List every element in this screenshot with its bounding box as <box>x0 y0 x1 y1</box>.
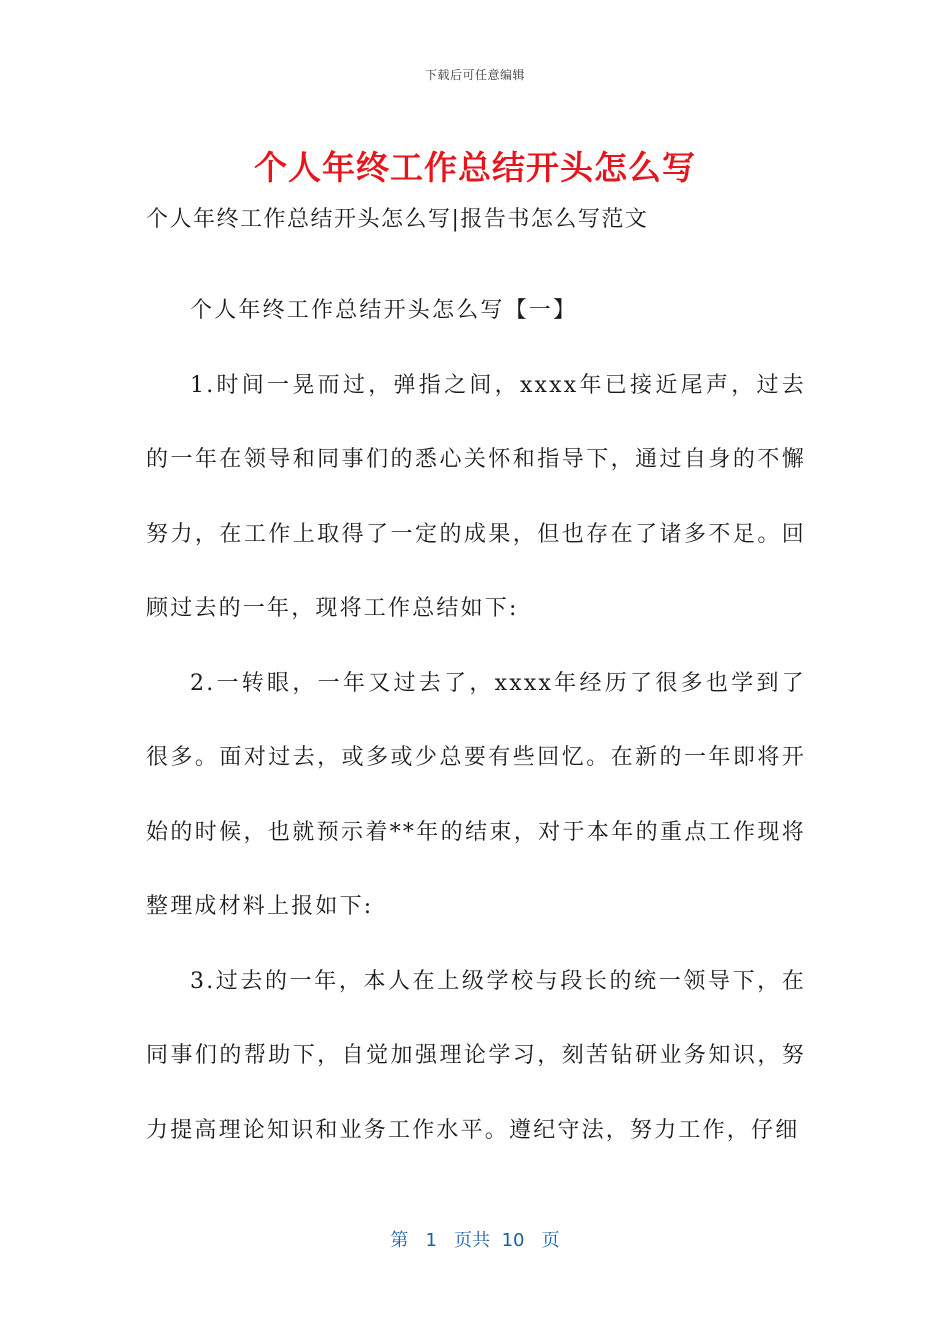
header-note: 下载后可任意编辑 <box>424 68 525 82</box>
document-title: 个人年终工作总结开头怎么写 <box>254 148 696 187</box>
paragraph: 2.一转眼，一年又过去了，xxxx年经历了很多也学到了很多。面对过去，或多或少总要有些回忆。在新的一年即将开始的时候，也就预示着**年的结束，对于本年的重点工作现将整理成材料上报如下: <box>146 670 806 919</box>
page-prefix: 第 <box>390 1230 409 1251</box>
paragraph: 1.时间一晃而过，弹指之间，xxxx年已接近尾声，过去的一年在领导和同事们的悉心关怀和指导下，通过自身的不懈努力，在工作上取得了一定的成果，但也存在了诸多不足。回顾过去的一年，现将工作总结如下: <box>146 372 806 621</box>
page-suffix: 页 <box>541 1230 560 1251</box>
document-subtitle: 个人年终工作总结开头怎么写|报告书怎么写范文 <box>146 207 649 232</box>
page-footer <box>0 1226 950 1252</box>
page-number: 1 <box>425 1230 437 1251</box>
section-heading: 个人年终工作总结开头怎么写【一】 <box>190 298 578 323</box>
paragraph: 3.过去的一年，本人在上级学校与段长的统一领导下，在同事们的帮助下，自觉加强理论学习，刻苦钻研业务知识，努力提高理论知识和业务工作水平。遵纪守法，努力工作，仔细 <box>146 968 806 1143</box>
paragraph-list <box>146 349 806 1169</box>
total-pages: 10 <box>501 1230 525 1251</box>
document-body <box>146 200 806 1168</box>
page-mid: 页共 <box>454 1230 491 1251</box>
